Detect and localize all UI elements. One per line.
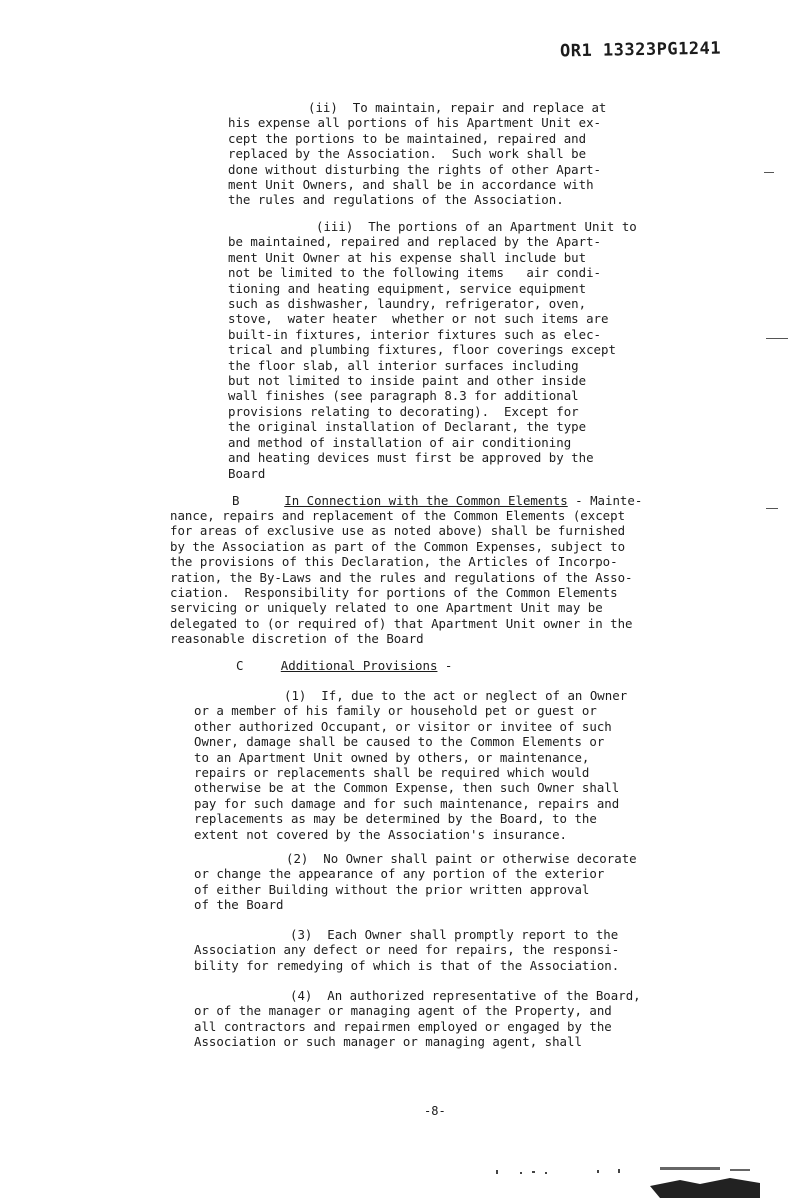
text-line: but not limited to inside paint and other inside	[228, 373, 587, 389]
section-c-letter: C	[236, 658, 244, 673]
text-line: Association or such manager or managing agent, shall	[194, 1034, 582, 1050]
text-line: replacements as may be determined by the Board, to the	[194, 811, 597, 827]
text-line: Association any defect or need for repairs, the responsi-	[194, 942, 620, 958]
text-line: bility for remedying of which is that of the Association.	[194, 957, 620, 973]
text-line: pay for such damage and for such maintenance, repairs and	[194, 795, 620, 811]
text-line: wall finishes (see paragraph 8.3 for additional	[228, 388, 579, 404]
text-line: otherwise be at the Common Expense, then such Owner shall	[194, 780, 620, 796]
text-line: be maintained, repaired and replaced by the Apart-	[228, 234, 601, 250]
text-line: and method of installation of air conditioning	[228, 434, 572, 450]
text-line: or change the appearance of any portion of the exterior	[194, 866, 605, 882]
text-line: to an Apartment Unit owned by others, or maintenance,	[194, 749, 590, 765]
text-line: built-in fixtures, interior fixtures such as elec-	[228, 326, 601, 342]
text-line: Owner, damage shall be caused to the Common Elements or	[194, 734, 605, 750]
text-line: cept the portions to be maintained, repaired and	[228, 130, 587, 146]
text-line: or a member of his family or household pet or guest or	[194, 703, 597, 719]
section-b-heading	[232, 493, 642, 508]
text-line: delegated to (or required of) that Apartment Unit owner in the	[170, 615, 633, 631]
text-line: (3) Each Owner shall promptly report to the	[290, 927, 619, 942]
provision-1	[194, 688, 627, 842]
text-line: repairs or replacements shall be required which would	[194, 765, 590, 781]
section-c-heading	[236, 658, 452, 673]
text-line: by the Association as part of the Common Expenses, subject to	[170, 538, 626, 554]
text-line: (4) An authorized representative of the Board,	[290, 988, 641, 1003]
text-line: reasonable discretion of the Board	[170, 631, 424, 647]
text-line: or of the manager or managing agent of the Property, and	[194, 1003, 612, 1019]
text-line: all contractors and repairmen employed or engaged by the	[194, 1018, 612, 1034]
text-line: done without disturbing the rights of other Apart-	[228, 161, 601, 177]
text-line: trical and plumbing fixtures, floor coverings except	[228, 342, 616, 358]
margin-mark	[766, 508, 778, 509]
section-b-title-rest: - Mainte-	[567, 493, 643, 508]
text-line: (iii) The portions of an Apartment Unit to	[316, 219, 637, 234]
text-line: the original installation of Declarant, the type	[228, 419, 587, 435]
text-line: ment Unit Owners, and shall be in accordance with	[228, 177, 594, 193]
section-c-title: Additional Provisions	[280, 658, 438, 673]
text-line: (ii) To maintain, repair and replace at	[308, 100, 607, 115]
text-line: (2) No Owner shall paint or otherwise decorate	[286, 851, 637, 866]
scan-noise	[0, 1150, 800, 1200]
section-b-body	[170, 508, 633, 647]
text-line: of the Board	[194, 897, 284, 913]
text-line: ment Unit Owner at his expense shall include but	[228, 249, 587, 265]
text-line: of either Building without the prior written approval	[194, 881, 590, 897]
recording-stamp: OR1 13323PG1241	[559, 38, 722, 62]
text-line: Board	[228, 465, 266, 481]
paragraph-iii	[228, 219, 637, 481]
text-line: not be limited to the following items air condi-	[228, 265, 601, 281]
text-line: for areas of exclusive use as noted above) shall be furnished	[170, 523, 626, 539]
text-line: the floor slab, all interior surfaces including	[228, 357, 579, 373]
text-line: extent not covered by the Association's insurance.	[194, 826, 567, 842]
text-line: and heating devices must first be approved by the	[228, 450, 594, 466]
page-number: -8-	[424, 1104, 446, 1118]
text-line: servicing or uniquely related to one Apartment Unit may be	[170, 600, 603, 616]
provision-3	[194, 927, 619, 973]
text-line: the provisions of this Declaration, the Articles of Incorpo-	[170, 554, 618, 570]
paragraph-ii	[228, 100, 606, 208]
text-line: provisions relating to decorating). Except for	[228, 403, 579, 419]
text-line: replaced by the Association. Such work shall be	[228, 146, 587, 162]
provision-2	[194, 851, 637, 913]
text-line: other authorized Occupant, or visitor or invitee of such	[194, 718, 612, 734]
margin-mark	[764, 172, 774, 173]
text-line: (1) If, due to the act or neglect of an Owner	[284, 688, 628, 703]
text-line: nance, repairs and replacement of the Common Elements (except	[170, 508, 626, 523]
text-line: stove, water heater whether or not such items are	[228, 311, 609, 327]
text-line: tioning and heating equipment, service equipment	[228, 280, 587, 296]
text-line: ration, the By-Laws and the rules and regulations of the Asso-	[170, 569, 633, 585]
text-line: such as dishwasher, laundry, refrigerator, oven,	[228, 296, 587, 312]
section-c-title-rest: -	[437, 658, 453, 673]
margin-mark	[766, 338, 788, 339]
provision-4	[194, 988, 641, 1050]
text-line: his expense all portions of his Apartment Unit ex-	[228, 115, 601, 131]
text-line: the rules and regulations of the Association.	[228, 192, 564, 208]
section-b-letter: B	[232, 493, 240, 508]
section-b-title: In Connection with the Common Elements	[284, 493, 568, 508]
text-line: ciation. Responsibility for portions of the Common Elements	[170, 585, 618, 601]
